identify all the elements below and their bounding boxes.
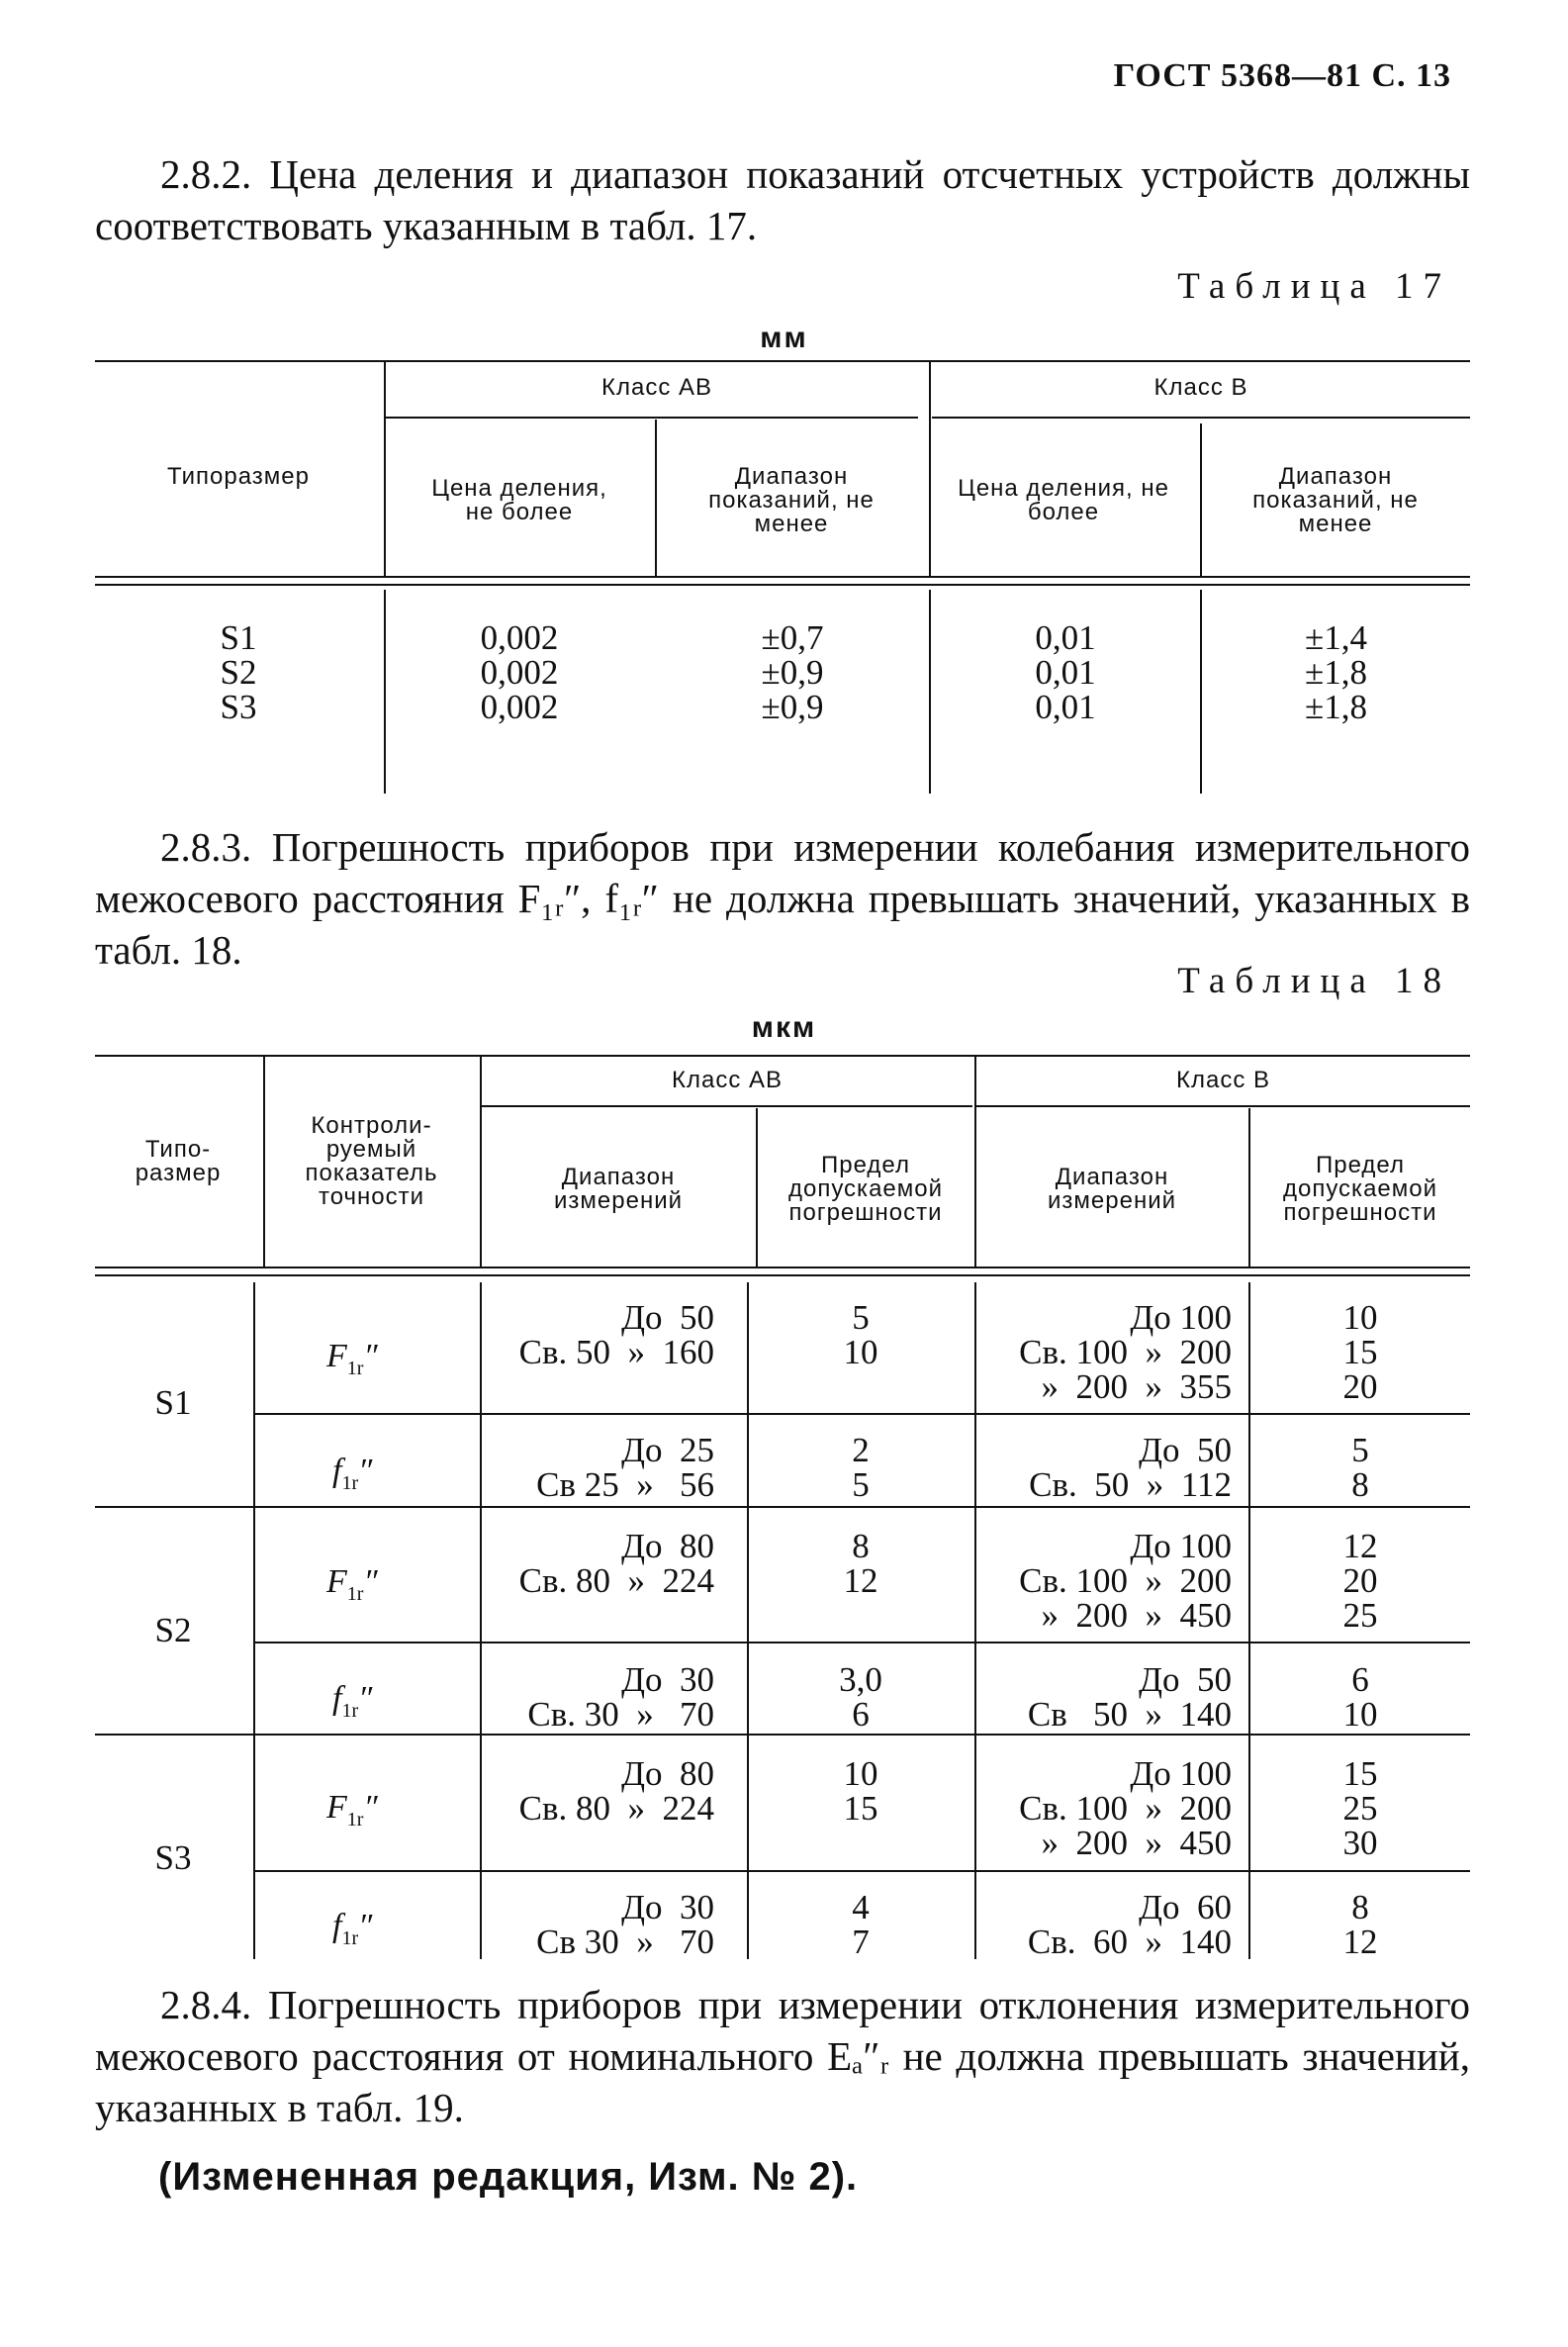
table-18-unit: мкм — [751, 1011, 817, 1044]
t18-s2-F-ab-limit: 8 12 — [843, 1527, 878, 1600]
table-17-caption: Таблица 17 — [1177, 266, 1451, 307]
header-type: Типоразмер — [167, 463, 310, 490]
table-18-caption: Таблица 18 — [1177, 961, 1451, 1001]
t18-s2-f-b-limit: 6 10 — [1342, 1660, 1378, 1734]
amendment-note: (Измененная редакция, Изм. № 2). — [158, 2155, 859, 2199]
table-rule — [480, 1282, 482, 1959]
t18-type-s1: S1 — [154, 1383, 192, 1422]
t17-b-range: ±1,4 ±1,8 ±1,8 — [1305, 618, 1367, 726]
header-range-ab: Диапазон показаний, не менее — [708, 463, 875, 537]
t18-s1-f-b-range: До 50 Св. 50 » 112 — [1029, 1431, 1232, 1504]
t18-s1-F-b-limit: 10 15 20 — [1342, 1298, 1378, 1406]
t18-s2-F-ab-range: До 80 Св. 80 » 224 — [518, 1527, 714, 1600]
table-rule — [255, 1642, 1470, 1643]
table-rule — [95, 1274, 1470, 1276]
header-class-ab: Класс АВ — [600, 374, 712, 401]
table-rule — [384, 417, 918, 419]
t18-s1-F-b-range: До 100 Св. 100 » 200 » 200 » 355 — [1019, 1298, 1232, 1406]
t18-s2-F-b-limit: 12 20 25 — [1342, 1527, 1378, 1635]
t18-type-s2: S2 — [154, 1611, 192, 1649]
t18-s3-F-b-range: До 100 Св. 100 » 200 » 200 » 450 — [1019, 1754, 1232, 1862]
table-rule — [655, 420, 657, 576]
t18-s2-f-b-range: До 50 Св 50 » 140 — [1027, 1660, 1232, 1734]
t18-s3-F-b-limit: 15 25 30 — [1342, 1754, 1378, 1862]
t17-ab-range: ±0,7 ±0,9 ±0,9 — [761, 618, 824, 726]
table-rule — [95, 1734, 1470, 1736]
t17-types: S1 S2 S3 — [220, 618, 257, 726]
table-rule — [95, 1055, 1470, 1057]
t18-s1-F-ab-range: До 50 Св. 50 » 160 — [518, 1298, 714, 1371]
header-range-b: Диапазон показаний, не менее — [1252, 463, 1419, 537]
t18-header-class-ab: Класс АВ — [671, 1067, 783, 1093]
t18-s3-f-ab-range: До 30 Св 30 » 70 — [536, 1888, 714, 1961]
table-rule — [1200, 423, 1202, 576]
table-rule — [929, 590, 931, 794]
t18-s1-f-ab-limit: 2 5 — [852, 1431, 870, 1504]
header-class-b: Класс В — [1153, 374, 1248, 401]
table-rule — [974, 1282, 976, 1959]
table-rule — [253, 1282, 255, 1959]
t18-s1-F-ab-limit: 5 10 — [843, 1298, 878, 1371]
page-header: ГОСТ 5368—81 С. 13 — [1113, 57, 1451, 94]
table-17-unit: мм — [760, 322, 808, 354]
paragraph-2-8-3: 2.8.3. Погрешность приборов при измерении колебания измерительного межосевого расстояния F₁ᵣ″, f₁ᵣ″ не должна превышать значений, указанных в табл. 18. — [95, 824, 1470, 973]
t18-header-limit-b: Предел допускаемой погрешности — [1282, 1152, 1438, 1226]
t18-indicator-F: $F_{1r}''$ — [326, 1338, 378, 1379]
t18-s3-F-ab-limit: 10 15 — [843, 1754, 878, 1828]
t18-header-range-b: Диапазон измерений — [1047, 1164, 1177, 1214]
table-rule — [255, 1870, 1470, 1872]
table-rule — [482, 1105, 972, 1107]
paragraph-2-8-2: 2.8.2. Цена деления и диапазон показаний отсчетных устройств должны соответствовать указанным в табл. 17. — [95, 151, 1470, 248]
table-rule — [95, 360, 1470, 362]
table-rule — [932, 417, 1470, 419]
t18-s2-f-ab-limit: 3,0 6 — [839, 1660, 882, 1734]
t18-s2-f-ab-range: До 30 Св. 30 » 70 — [527, 1660, 714, 1734]
paragraph-2-8-4: 2.8.4. Погрешность приборов при измерении отклонения измерительного межосевого расстояния от номинального Eₐ″ᵣ не должна превышать значений, указанных в табл. 19. — [95, 1982, 1470, 2130]
t18-type-s3: S3 — [154, 1838, 192, 1877]
t18-s3-F-ab-range: До 80 Св. 80 » 224 — [518, 1754, 714, 1828]
t18-header-range-ab: Диапазон измерений — [553, 1164, 684, 1214]
t18-s3-f-b-limit: 8 12 — [1342, 1888, 1378, 1961]
t18-indicator-f: $f_{1r}''$ — [332, 1453, 373, 1494]
table-rule — [929, 360, 931, 576]
t18-indicator-f: $f_{1r}''$ — [332, 1908, 373, 1949]
table-rule — [95, 1267, 1470, 1268]
table-rule — [747, 1282, 749, 1959]
table-rule — [255, 1413, 1470, 1415]
t18-s2-F-b-range: До 100 Св. 100 » 200 » 200 » 450 — [1019, 1527, 1232, 1635]
t18-s3-f-b-range: До 60 Св. 60 » 140 — [1027, 1888, 1232, 1961]
table-rule — [976, 1105, 1470, 1107]
t18-header-limit-ab: Предел допускаемой погрешности — [787, 1152, 944, 1226]
t18-header-class-b: Класс В — [1175, 1067, 1270, 1093]
t18-indicator-F: $F_{1r}''$ — [326, 1789, 378, 1831]
t17-ab-div: 0,002 0,002 0,002 — [480, 618, 559, 726]
table-rule — [95, 576, 1470, 578]
t17-b-div: 0,01 0,01 0,01 — [1035, 618, 1096, 726]
t18-header-indicator: Контроли- руемый показатель точности — [305, 1112, 438, 1210]
header-div-b: Цена деления, не более — [958, 475, 1169, 525]
table-rule — [95, 584, 1470, 586]
t18-indicator-f: $f_{1r}''$ — [332, 1680, 373, 1722]
table-rule — [95, 1506, 1470, 1508]
t18-s3-f-ab-limit: 4 7 — [852, 1888, 870, 1961]
t18-s1-f-b-limit: 5 8 — [1351, 1431, 1369, 1504]
t18-s1-f-ab-range: До 25 Св 25 » 56 — [536, 1431, 714, 1504]
t18-header-type: Типо- размер — [135, 1136, 222, 1186]
header-div-ab: Цена деления, не более — [431, 475, 607, 525]
t18-indicator-F: $F_{1r}''$ — [326, 1563, 378, 1605]
